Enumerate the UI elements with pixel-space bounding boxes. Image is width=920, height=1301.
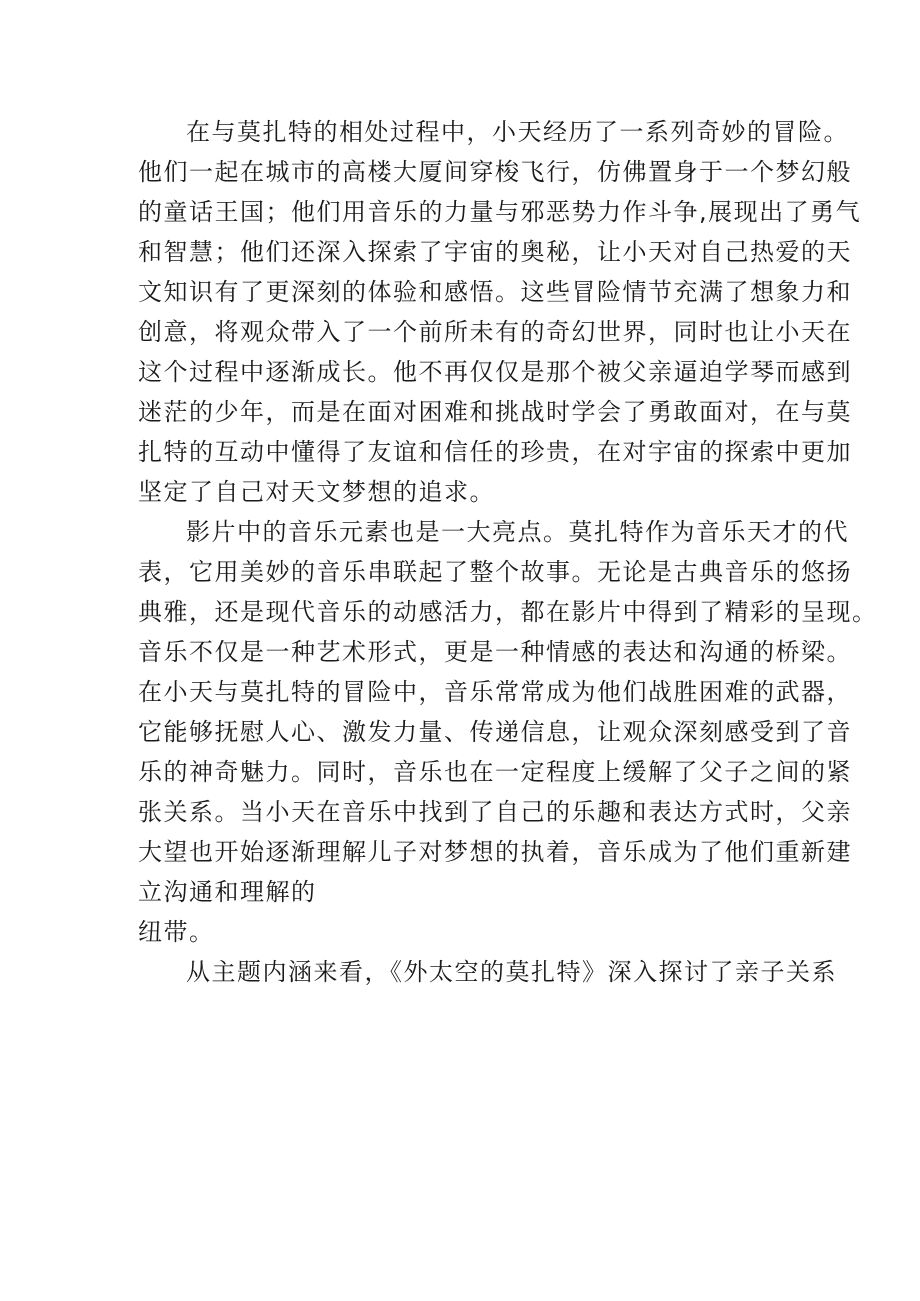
paragraph-line: 乐的神奇魅力。同时，音乐也在一定程度上缓解了父子之间的紧 xyxy=(138,758,852,786)
paragraph-line: 坚定了自己对天文梦想的追求。 xyxy=(138,478,495,506)
paragraph-line: 影片中的音乐元素也是一大亮点。莫扎特作为音乐天才的代 xyxy=(186,518,849,546)
paragraph-line: 的童话王国；他们用音乐的力量与邪恶势力作斗争,展现出了勇气 xyxy=(138,198,862,226)
paragraph-line: 纽带。 xyxy=(138,918,215,946)
paragraph-line: 从主题内涵来看，《外太空的莫扎特》深入探讨了亲子关系 xyxy=(186,958,837,986)
paragraph-line: 它能够抚慰人心、激发力量、传递信息，让观众深刻感受到了音 xyxy=(138,718,852,746)
paragraph-line: 这个过程中逐渐成长。他不再仅仅是那个被父亲逼迫学琴而感到 xyxy=(138,358,852,386)
paragraph-line: 迷茫的少年，而是在面对困难和挑战时学会了勇敢面对，在与莫 xyxy=(138,398,852,426)
paragraph-line: 表，它用美妙的音乐串联起了整个故事。无论是古典音乐的悠扬 xyxy=(138,558,852,586)
paragraph-line: 大望也开始逐渐理解儿子对梦想的执着，音乐成为了他们重新建 xyxy=(138,838,852,866)
paragraph-line: 典雅，还是现代音乐的动感活力，都在影片中得到了精彩的呈现。 xyxy=(138,598,878,626)
paragraph-line: 文知识有了更深刻的体验和感悟。这些冒险情节充满了想象力和 xyxy=(138,278,852,306)
paragraph-line: 扎特的互动中懂得了友谊和信任的珍贵，在对宇宙的探索中更加 xyxy=(138,438,852,466)
paragraph-line: 在与莫扎特的相处过程中，小天经历了一系列奇妙的冒险。 xyxy=(186,118,849,146)
paragraph-line: 立沟通和理解的 xyxy=(138,878,317,906)
paragraph-line: 和智慧；他们还深入探索了宇宙的奥秘，让小天对自己热爱的天 xyxy=(138,238,852,266)
paragraph-line: 创意，将观众带入了一个前所未有的奇幻世界，同时也让小天在 xyxy=(138,318,852,346)
body-text xyxy=(138,112,878,992)
paragraph-line: 在小天与莫扎特的冒险中，音乐常常成为他们战胜困难的武器， xyxy=(138,678,852,706)
paragraph-line: 张关系。当小天在音乐中找到了自己的乐趣和表达方式时，父亲 xyxy=(138,798,852,826)
paragraph-line: 音乐不仅是一种艺术形式，更是一种情感的表达和沟通的桥梁。 xyxy=(138,638,852,666)
paragraph-line: 他们一起在城市的高楼大厦间穿梭飞行，仿佛置身于一个梦幻般 xyxy=(138,158,852,186)
